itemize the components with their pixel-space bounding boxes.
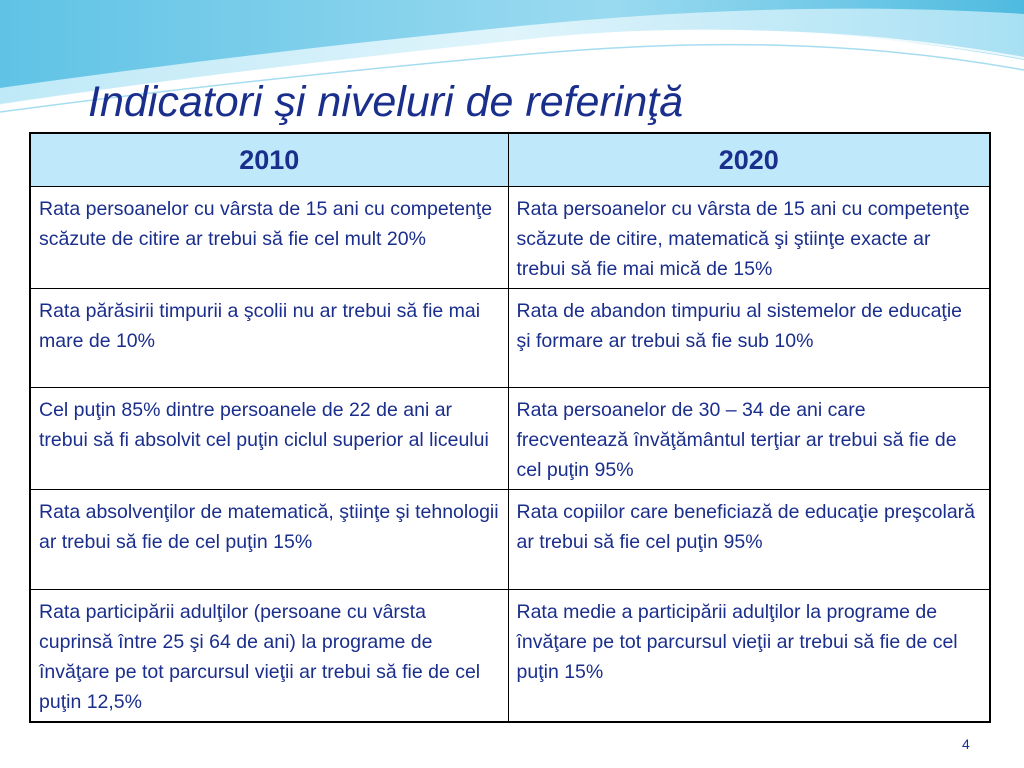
page-number: 4 xyxy=(962,736,970,752)
column-header-2010: 2010 xyxy=(30,133,508,187)
table-cell-2010: Cel puţin 85% dintre persoanele de 22 de ani ar trebui să fi absolvit cel puţin ciclul superior al liceului xyxy=(30,388,508,490)
table-cell-2020: Rata medie a participării adulţilor la programe de învăţare pe tot parcursul vieţii ar trebui să fie de cel puţin 15% xyxy=(508,590,990,723)
table-row xyxy=(30,590,990,723)
table-cell-2020: Rata persoanelor cu vârsta de 15 ani cu competenţe scăzute de citire, matematică şi ştiinţe exacte ar trebui să fie mai mică de 15% xyxy=(508,187,990,289)
table-row xyxy=(30,490,990,590)
table-cell-2020: Rata persoanelor de 30 – 34 de ani care frecventează învăţământul terţiar ar trebui să fie de cel puţin 95% xyxy=(508,388,990,490)
table-row xyxy=(30,388,990,490)
table-cell-2010: Rata absolvenţilor de matematică, ştiinţe şi tehnologii ar trebui să fie de cel puţin 15% xyxy=(30,490,508,590)
slide-title: Indicatori şi niveluri de referinţă xyxy=(88,78,684,126)
table-cell-2020: Rata de abandon timpuriu al sistemelor de educaţie şi formare ar trebui să fie sub 10% xyxy=(508,289,990,388)
table-row xyxy=(30,289,990,388)
table-row xyxy=(30,187,990,289)
table-cell-2010: Rata persoanelor cu vârsta de 15 ani cu competenţe scăzute de citire ar trebui să fie cel mult 20% xyxy=(30,187,508,289)
indicators-table xyxy=(29,132,991,723)
table-cell-2020: Rata copiilor care beneficiază de educaţie preşcolară ar trebui să fie cel puţin 95% xyxy=(508,490,990,590)
table-cell-2010: Rata părăsirii timpurii a şcolii nu ar trebui să fie mai mare de 10% xyxy=(30,289,508,388)
table-header-row xyxy=(30,133,990,187)
column-header-2020: 2020 xyxy=(508,133,990,187)
table-cell-2010: Rata participării adulţilor (persoane cu vârsta cuprinsă între 25 şi 64 de ani) la programe de învăţare pe tot parcursul vieţii ar trebui să fie de cel puţin 12,5% xyxy=(30,590,508,723)
